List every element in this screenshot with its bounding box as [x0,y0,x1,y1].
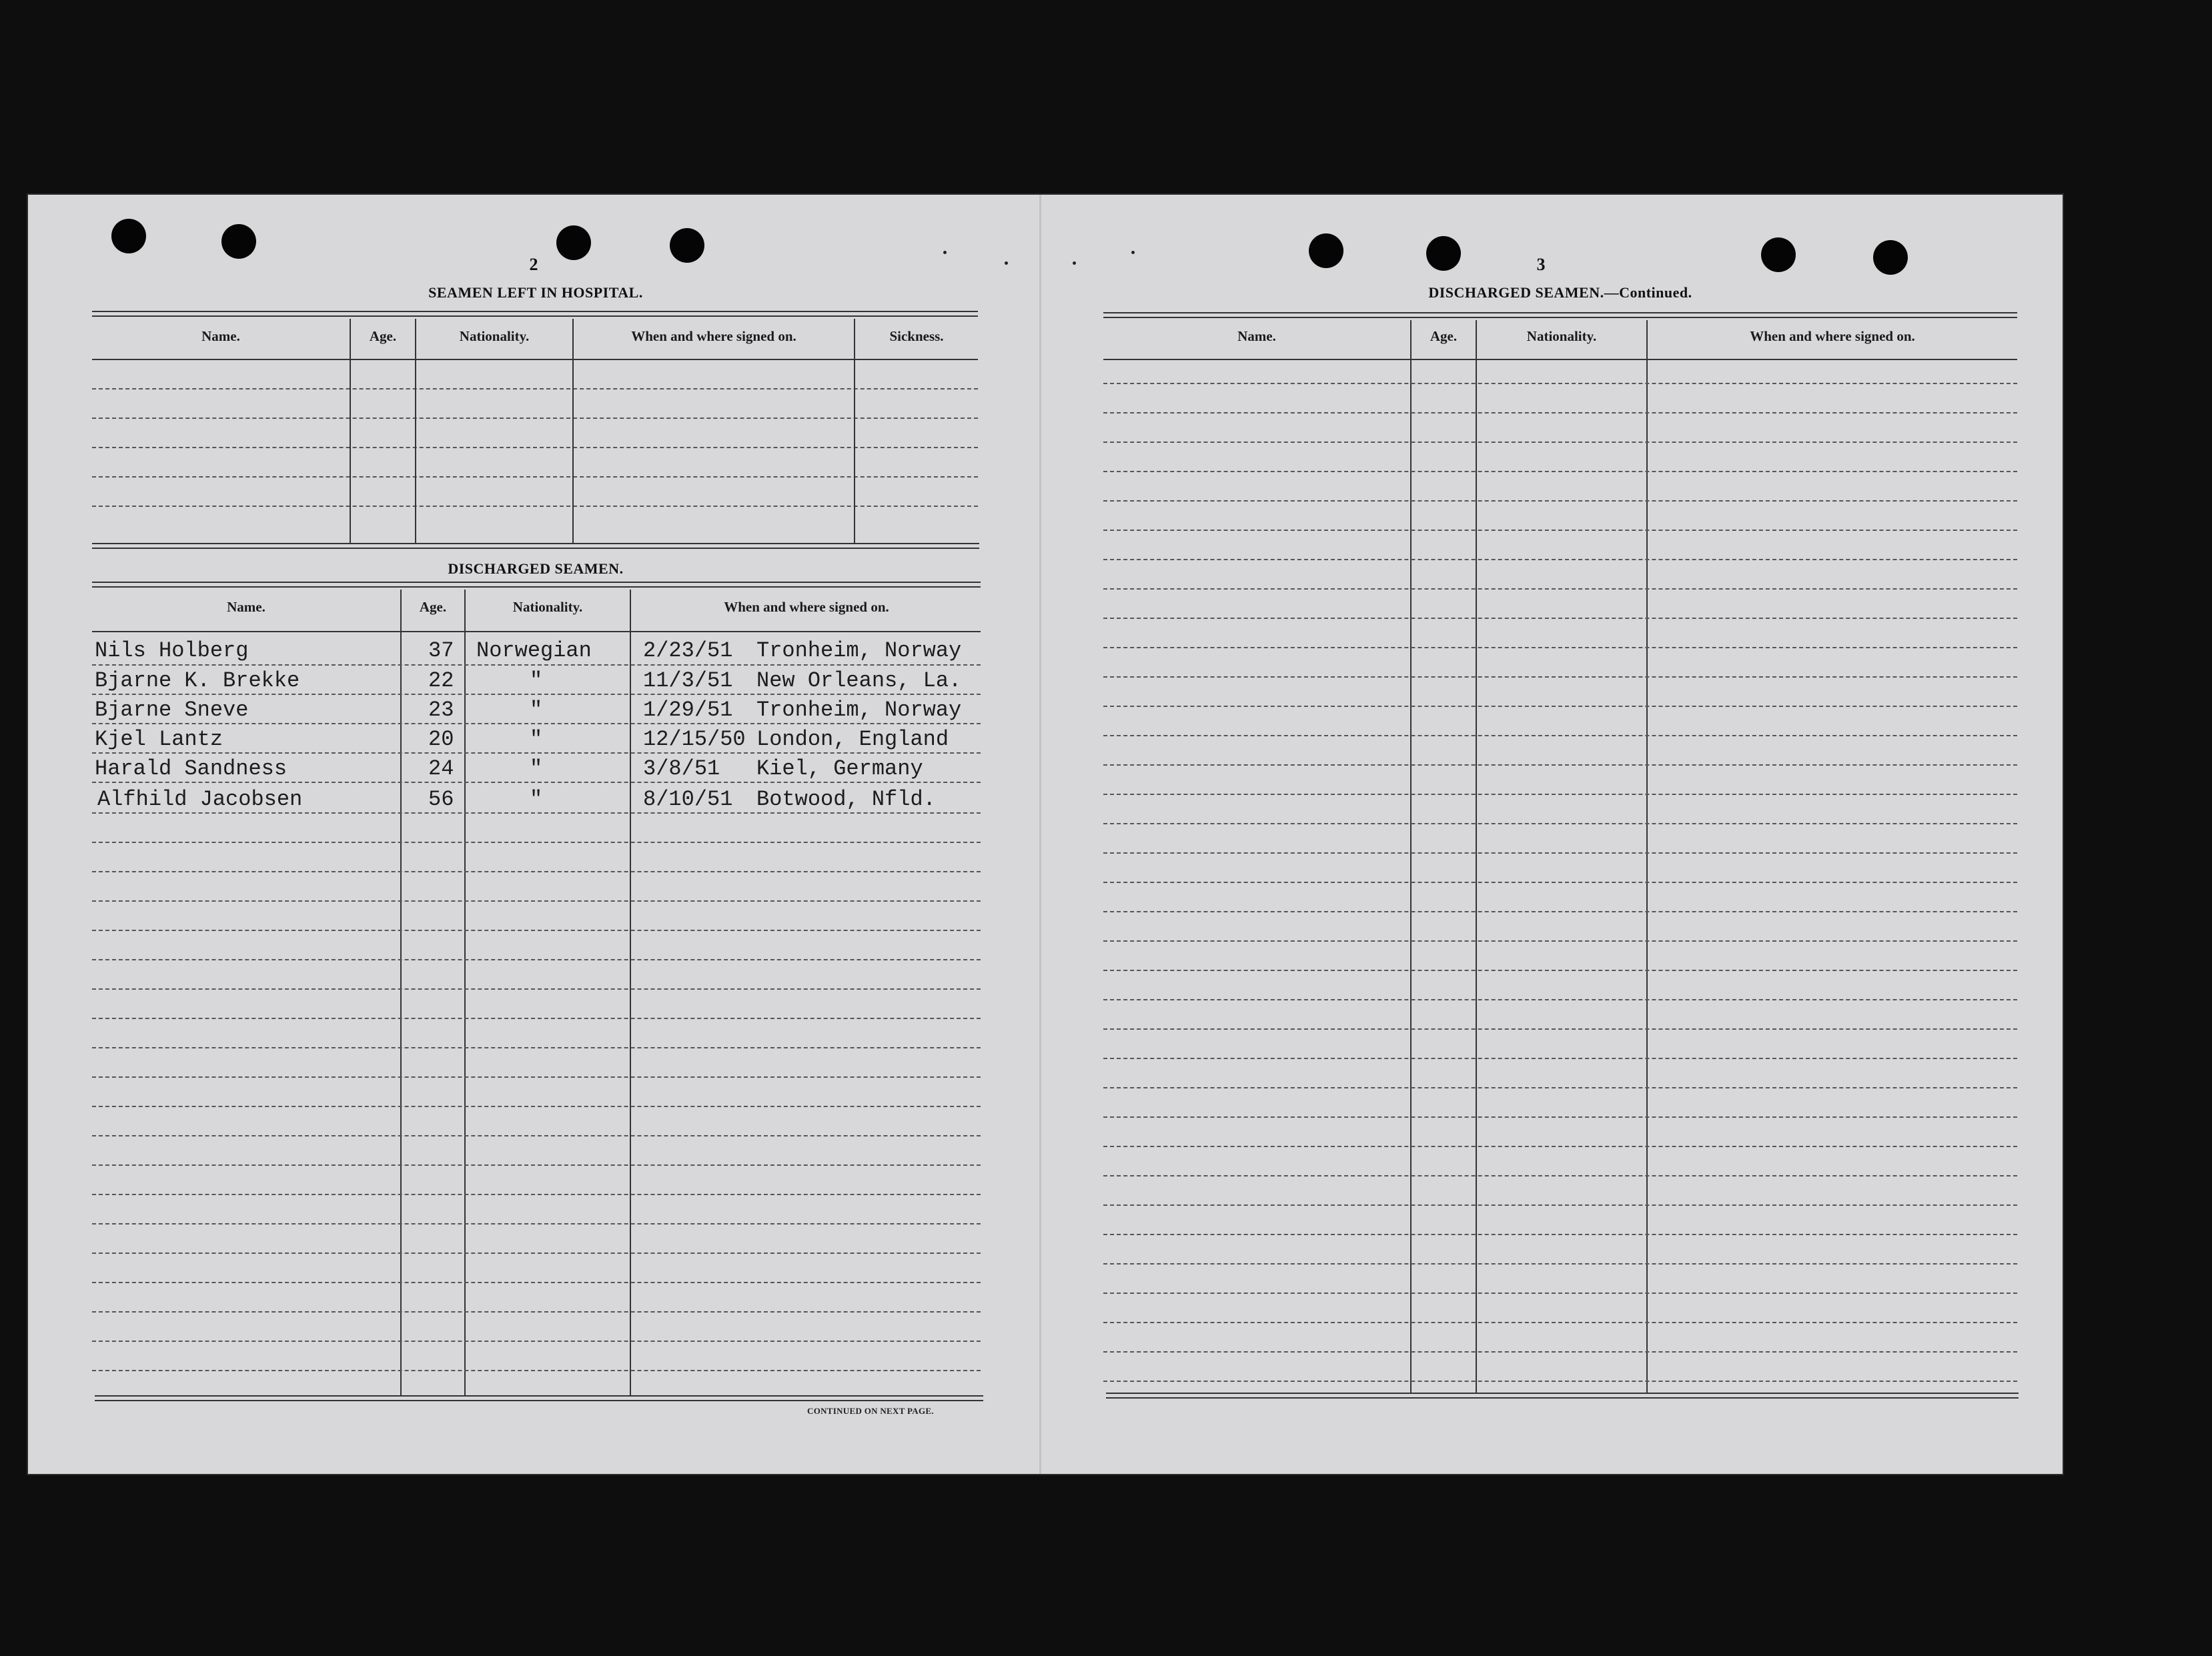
ruled-line [1103,647,2017,648]
punch-hole [670,228,704,263]
ruled-line [92,1076,981,1078]
right-col-nationality: Nationality. [1526,328,1597,344]
ruled-line [1103,1381,2017,1382]
ruled-line [1103,706,2017,707]
discharged-col-when-where: When and where signed on. [724,599,889,615]
punch-hole [1309,233,1343,268]
signed-on-date: 8/10/51 [643,787,733,812]
seaman-nationality: " [530,698,543,722]
ruled-line [92,388,978,389]
discharged-col-divider [464,590,466,1397]
ruled-line [1103,999,2017,1000]
ruled-line [1103,1293,2017,1294]
ruled-line [1103,1087,2017,1088]
punch-hole [1873,240,1908,275]
ruled-line [92,664,981,666]
hospital-col-divider [854,319,855,544]
ruled-line [1103,882,2017,883]
ruled-line [92,723,981,724]
seaman-name: Bjarne K. Brekke [95,668,300,693]
punch-hole [111,219,146,253]
discharged-continued-title: DISCHARGED SEAMEN.—Continued. [1428,284,1692,301]
seaman-age: 22 [428,668,454,693]
seaman-age: 37 [428,638,454,663]
ruled-line [1103,823,2017,824]
hospital-col-divider [350,319,351,544]
seaman-nationality: " [530,787,543,812]
seaman-nationality: " [530,727,543,752]
seaman-nationality: Norwegian [476,638,592,663]
right-col-age: Age. [1430,328,1458,344]
ruled-line [92,476,978,478]
signed-on-date: 1/29/51 [643,698,733,722]
signed-on-date: 12/15/50 [643,727,746,752]
speck [943,251,947,254]
ledger-sheet [28,195,2063,1474]
ruled-line [92,782,981,783]
ruled-line [1103,1175,2017,1176]
speck [1005,261,1008,265]
ruled-line [92,1194,981,1195]
signed-on-place: Tronheim, Norway [756,638,962,663]
ruled-line [92,900,981,902]
hospital-col-nationality: Nationality. [459,328,530,344]
hospital-col-when-where: When and where signed on. [631,328,796,344]
page-fold [1039,195,1041,1474]
seaman-nationality: " [530,756,543,781]
hospital-table-bottom-rule [92,543,979,549]
ruled-line [92,447,978,448]
signed-on-place: Botwood, Nfld. [756,787,936,812]
seaman-name: Bjarne Sneve [95,698,249,722]
right-col-when-where: When and where signed on. [1750,328,1915,344]
ruled-line [1103,530,2017,531]
ruled-line [1103,383,2017,384]
discharged-col-name: Name. [227,599,265,615]
ruled-line [1103,412,2017,413]
hospital-table-top-rule [92,311,978,317]
seaman-age: 24 [428,756,454,781]
discharged-header-rule [92,631,981,632]
ruled-line [92,871,981,872]
hospital-section-title: SEAMEN LEFT IN HOSPITAL. [428,284,643,301]
ruled-line [92,1282,981,1283]
punch-hole [556,225,591,260]
ruled-line [1103,676,2017,678]
right-col-divider [1410,320,1412,1394]
speck [1131,251,1135,254]
ruled-line [92,1341,981,1342]
signed-on-place: London, England [756,727,949,752]
ruled-line [92,1253,981,1254]
ruled-line [92,1223,981,1224]
ruled-line [92,812,981,814]
right-table-top-rule [1103,312,2017,318]
discharged-section-title: DISCHARGED SEAMEN. [448,560,624,577]
ruled-line [92,506,978,507]
ruled-line [92,1047,981,1048]
seaman-age: 23 [428,698,454,722]
ruled-line [1103,735,2017,736]
right-col-name: Name. [1237,328,1276,344]
ruled-line [92,418,978,419]
signed-on-place: Kiel, Germany [756,756,923,781]
hospital-col-divider [572,319,574,544]
hospital-col-age: Age. [369,328,397,344]
ruled-line [92,1164,981,1166]
ruled-line [92,752,981,754]
speck [1073,261,1076,265]
ruled-line [1103,940,2017,942]
ruled-line [92,1311,981,1313]
discharged-table-top-rule [92,582,981,588]
continued-footer: CONTINUED ON NEXT PAGE. [807,1406,934,1416]
ruled-line [92,959,981,960]
punch-hole [1761,237,1796,272]
seaman-name: Kjel Lantz [95,727,223,752]
right-header-rule [1103,359,2017,360]
ruled-line [1103,1263,2017,1265]
seaman-name: Alfhild Jacobsen [97,787,303,812]
punch-hole [221,224,256,259]
seaman-age: 56 [428,787,454,812]
ruled-line [1103,764,2017,766]
ruled-line [92,1018,981,1019]
ruled-line [92,1135,981,1136]
signed-on-date: 3/8/51 [643,756,720,781]
ruled-line [92,842,981,843]
discharged-col-divider [630,590,631,1397]
discharged-col-divider [400,590,402,1397]
discharged-table-bottom-rule [95,1395,983,1401]
seaman-nationality: " [530,668,543,693]
signed-on-date: 11/3/51 [643,668,733,693]
hospital-col-divider [415,319,416,544]
hospital-col-sickness: Sickness. [889,328,944,344]
seaman-name: Harald Sandness [95,756,288,781]
seaman-age: 20 [428,727,454,752]
ruled-line [92,988,981,990]
ruled-line [1103,1204,2017,1206]
signed-on-date: 2/23/51 [643,638,733,663]
right-col-divider [1646,320,1648,1394]
ruled-line [1103,794,2017,795]
ruled-line [1103,500,2017,502]
ruled-line [1103,588,2017,590]
ruled-line [1103,852,2017,854]
ruled-line [1103,1351,2017,1353]
discharged-col-age: Age. [419,599,447,615]
punch-hole [1426,236,1461,271]
ruled-line [92,930,981,931]
ruled-line [1103,471,2017,472]
hospital-col-name: Name. [201,328,240,344]
ruled-line [1103,970,2017,971]
ruled-line [1103,1058,2017,1059]
ruled-line [92,1370,981,1371]
ruled-line [1103,1322,2017,1323]
ruled-line [92,694,981,695]
ruled-line [92,1106,981,1107]
ruled-line [1103,911,2017,912]
page-number-left: 2 [529,255,538,274]
hospital-header-rule [92,359,978,360]
ruled-line [1103,559,2017,560]
signed-on-place: Tronheim, Norway [756,698,962,722]
right-col-divider [1476,320,1477,1394]
ruled-line [1103,442,2017,443]
seaman-name: Nils Holberg [95,638,249,663]
ruled-line [1103,618,2017,619]
discharged-col-nationality: Nationality. [512,599,583,615]
ruled-line [1103,1234,2017,1235]
ruled-line [1103,1116,2017,1118]
page-number-right: 3 [1536,255,1546,274]
right-table-bottom-rule [1106,1393,2019,1399]
signed-on-place: New Orleans, La. [756,668,962,693]
ruled-line [1103,1146,2017,1147]
ruled-line [1103,1028,2017,1030]
